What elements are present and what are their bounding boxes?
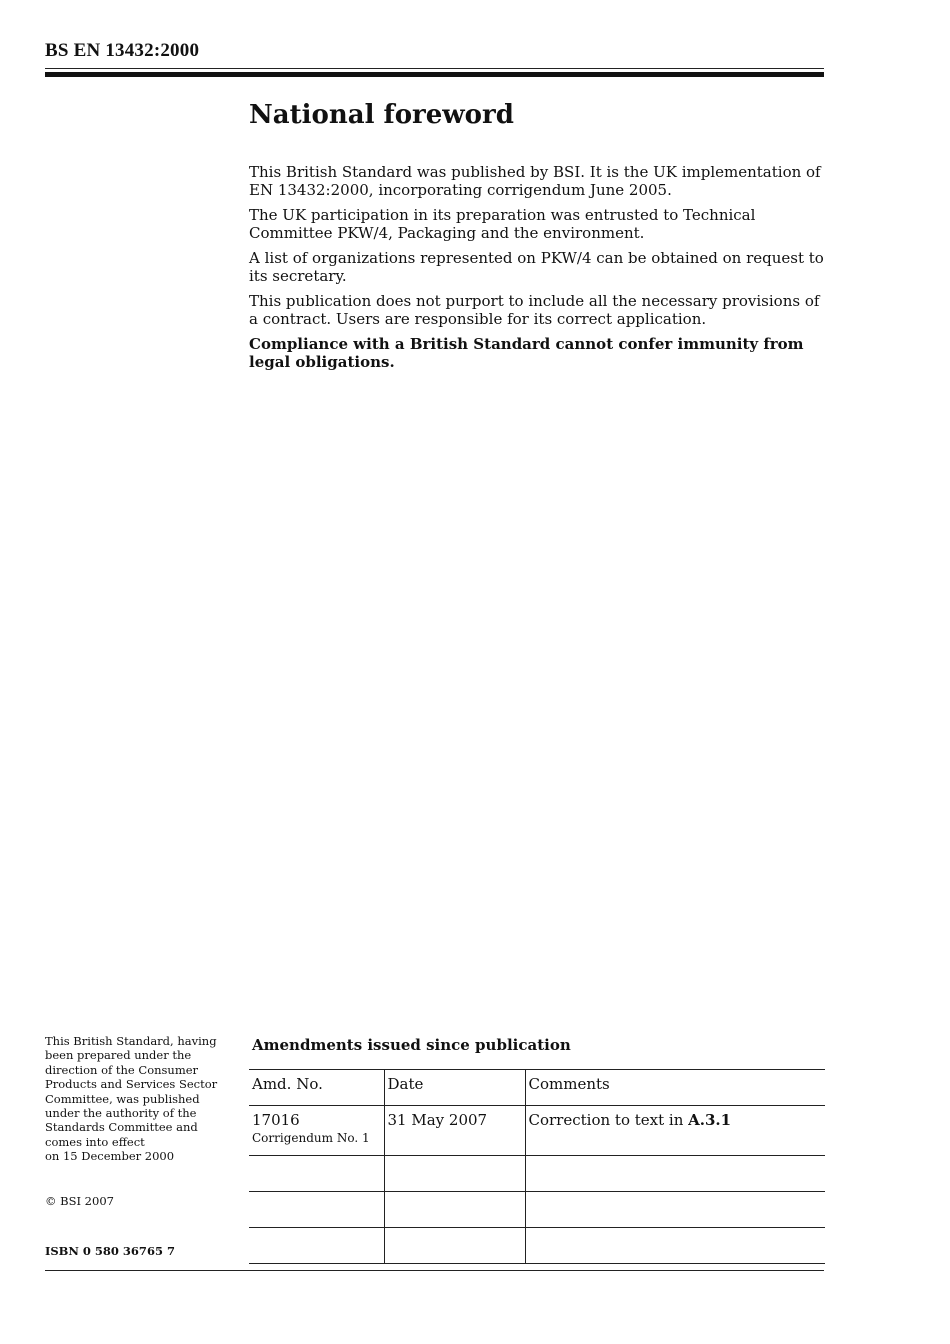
amd-number: 17016 xyxy=(252,1111,300,1129)
copyright-notice: © BSI 2007 xyxy=(45,1194,114,1208)
table-header-row xyxy=(249,1070,825,1106)
column-header-date: Date xyxy=(384,1070,525,1106)
amendments-title: Amendments issued since publication xyxy=(252,1036,571,1054)
isbn: ISBN 0 580 36765 7 xyxy=(45,1244,175,1258)
amd-type: Corrigendum No. 1 xyxy=(252,1131,370,1145)
foreword-paragraph: This British Standard was published by BSI. It is the UK implementation of EN 13432:2000, incorporating corrigendum June 2005. xyxy=(249,163,821,199)
publication-note-line: Standards Committee and xyxy=(45,1120,198,1135)
publication-note-line: under the authority of the xyxy=(45,1106,197,1121)
column-header-comments: Comments xyxy=(525,1070,825,1106)
foreword-body xyxy=(249,163,829,378)
cell-date: 31 May 2007 xyxy=(384,1106,525,1156)
clause-reference: A.3.1 xyxy=(688,1111,732,1129)
page-title: National foreword xyxy=(249,100,514,130)
amendments-table xyxy=(249,1069,825,1264)
table-row-empty xyxy=(249,1192,825,1228)
publication-note-line: Committee, was published xyxy=(45,1091,200,1106)
cell-amd-no xyxy=(249,1106,384,1156)
publication-note-line: comes into effect xyxy=(45,1134,145,1149)
compliance-note: Compliance with a British Standard cannot confer immunity from legal obligations. xyxy=(249,335,804,371)
foreword-paragraph: This publication does not purport to include all the necessary provisions of a contract. Users are responsible for its correct application. xyxy=(249,292,820,328)
table-row-empty xyxy=(249,1228,825,1264)
publication-note-line: This British Standard, having xyxy=(45,1034,217,1048)
header-rule-thin xyxy=(45,68,824,69)
publication-note-line: been prepared under the xyxy=(45,1048,192,1063)
publication-note-line: Products and Services Sector xyxy=(45,1077,218,1092)
header-rule-thick xyxy=(45,72,824,77)
table-row-empty xyxy=(249,1156,825,1192)
cell-comments xyxy=(525,1106,825,1156)
publication-note xyxy=(45,1034,230,1164)
column-header-amd-no: Amd. No. xyxy=(249,1070,384,1106)
comment-text: Correction to text in xyxy=(528,1111,689,1129)
publication-note-line: on 15 December 2000 xyxy=(45,1149,175,1164)
document-code: BS EN 13432:2000 xyxy=(45,40,200,61)
foreword-paragraph: The UK participation in its preparation was entrusted to Technical Committee PKW/4, Packaging and the environment. xyxy=(249,206,756,242)
foreword-paragraph: A list of organizations represented on PKW/4 can be obtained on request to its secretary. xyxy=(249,249,824,285)
footer-rule xyxy=(45,1270,824,1271)
publication-note-line: direction of the Consumer xyxy=(45,1062,199,1077)
table-row xyxy=(249,1106,825,1156)
